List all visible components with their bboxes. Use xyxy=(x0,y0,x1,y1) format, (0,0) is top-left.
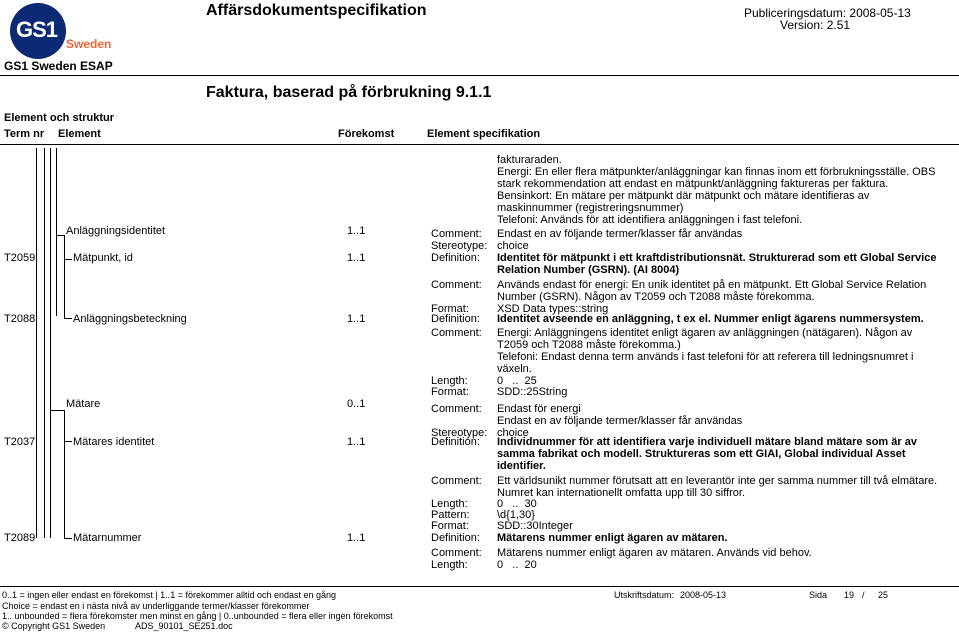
spec-value: Numret kan internationellt omfatta upp till 30 siffror. xyxy=(497,487,746,499)
continued-line: Energi: En eller flera mätpunkter/anläggningar kan finnas inom ett förbrukningsställe. OBS xyxy=(497,166,936,178)
spec-label: Comment: xyxy=(431,475,482,487)
header-divider xyxy=(0,144,959,145)
header-title: Affärsdokumentspecifikation xyxy=(206,2,427,19)
print-date: 2008-05-13 xyxy=(680,590,727,600)
occurrence: 1..1 xyxy=(347,225,366,237)
page-number: 19 xyxy=(844,590,855,600)
spec-value: \d{1,30} xyxy=(497,509,535,521)
term-number: T2088 xyxy=(4,313,36,325)
footer-legend: Choice = endast en i nästa nivå av underliggande termer/klasser förekommer xyxy=(2,601,310,611)
occurrence: 1..1 xyxy=(347,436,366,448)
element-name: Mätare xyxy=(66,398,101,410)
spec-value: Mätarens nummer enligt ägaren av mätaren. xyxy=(497,532,728,544)
spec-label: Comment: xyxy=(431,228,482,240)
spec-label: Format: xyxy=(431,386,469,398)
tree-branch xyxy=(64,441,72,442)
spec-value: Identitet avseende en anläggning, t ex el. Nummer enligt ägarens nummersystem. xyxy=(497,313,924,325)
tree-branch xyxy=(64,259,72,260)
spec-label: Pattern: xyxy=(431,509,470,521)
spec-label: Length: xyxy=(431,559,468,571)
publication-date: Publiceringsdatum: 2008-05-13 xyxy=(744,6,911,20)
spec-value: 0 .. 20 xyxy=(497,559,537,571)
spec-value: T2059 och T2088 måste förekomma.) xyxy=(497,339,681,351)
col-element: Element xyxy=(58,128,101,140)
page-separator: / xyxy=(862,590,865,600)
spec-label: Comment: xyxy=(431,327,482,339)
spec-label: Definition: xyxy=(431,436,480,448)
spec-label: Length: xyxy=(431,498,468,510)
spec-value: Endast för energi xyxy=(497,403,581,415)
continued-line: Bensinkort: En mätare per mätpunkt där mätpunkt och mätare identifieras av xyxy=(497,190,870,202)
occurrence: 0..1 xyxy=(347,398,366,410)
spec-label: Definition: xyxy=(431,532,480,544)
filename: ADS_90101_SE251.doc xyxy=(135,621,233,631)
element-name: Anläggningsbeteckning xyxy=(73,313,187,325)
print-label: Utskriftsdatum: xyxy=(614,590,675,600)
spec-value: växeln. xyxy=(497,363,532,375)
tree-line xyxy=(44,148,45,538)
tree-line xyxy=(36,148,37,538)
tree-branch xyxy=(50,410,64,411)
spec-value: 0 .. 30 xyxy=(497,498,537,510)
spec-value: choice xyxy=(497,240,529,252)
page-count: 25 xyxy=(878,590,889,600)
header-rule xyxy=(0,75,959,76)
term-number: T2037 xyxy=(4,436,36,448)
spec-value: Energi: Anläggningens identitet enligt ägaren av anläggningen (nätägaren). Någon av xyxy=(497,327,913,339)
tree-branch xyxy=(56,235,64,236)
spec-value: Mätarens nummer enligt ägaren av mätaren. Används vid behov. xyxy=(497,547,812,559)
term-number: T2089 xyxy=(4,532,36,544)
spec-value: SDD::25String xyxy=(497,386,568,398)
spec-value: samma fabrikat och modell. Struktureras som ett GIAI, Global individual Asset xyxy=(497,448,906,460)
spec-label: Definition: xyxy=(431,313,480,325)
spec-value: Ett världsunikt nummer förutsatt att en leverantör inte ger samma nummer till två elmätare. xyxy=(497,475,938,487)
footer-legend: 0..1 = ingen eller endast en förekomst | 1..1 = förekommer alltid och endast en gång xyxy=(2,590,337,600)
spec-value: Används endast för energi: En unik identitet på en mätpunkt. Ett Global Service Relation xyxy=(497,279,927,291)
tree-line xyxy=(64,235,65,318)
logo-sweden: Sweden xyxy=(66,37,112,51)
spec-label: Comment: xyxy=(431,547,482,559)
continued-line: maskinnummer (registreringsnummer) xyxy=(497,202,684,214)
spec-value: Telefoni: Endast denna term används i fast telefoni för att referera till ledningsnumret i xyxy=(497,351,914,363)
element-name: Anläggningsidentitet xyxy=(66,225,166,237)
spec-label: Stereotype: xyxy=(431,240,488,252)
tree-branch xyxy=(64,538,72,539)
spec-value: Individnummer för att identifiera varje individuell mätare bland mätare som är av xyxy=(497,436,917,448)
spec-label: Format: xyxy=(431,520,469,532)
tree-branch xyxy=(64,318,72,319)
spec-value: Endast en av följande termer/klasser får användas xyxy=(497,228,743,240)
continued-line: Telefoni: Används för att identifiera anläggningen i fast telefoni. xyxy=(497,214,803,226)
occurrence: 1..1 xyxy=(347,313,366,325)
spec-value: identifier. xyxy=(497,460,546,472)
spec-value: SDD::30Integer xyxy=(497,520,573,532)
copyright: © Copyright GS1 Sweden xyxy=(2,621,106,631)
spec-value: Endast en av följande termer/klasser får användas xyxy=(497,415,743,427)
document-title: Faktura, baserad på förbrukning 9.1.1 xyxy=(206,84,492,101)
continued-line: fakturaraden. xyxy=(497,154,562,166)
element-name: Mätares identitet xyxy=(73,436,155,448)
section-title: Element och struktur xyxy=(4,112,115,124)
occurrence: 1..1 xyxy=(347,532,366,544)
occurrence: 1..1 xyxy=(347,252,366,264)
spec-value: Identitet för mätpunkt i ett kraftdistributionsnät. Strukturerad som ett Global Service xyxy=(497,252,937,264)
col-term: Term nr xyxy=(4,128,45,140)
footer-rule xyxy=(0,586,959,587)
spec-label: Definition: xyxy=(431,252,480,264)
tree-line xyxy=(50,148,51,538)
col-occurrence: Förekomst xyxy=(338,128,395,140)
spec-value: Number (GSRN). Någon av T2059 och T2088 måste förekomma. xyxy=(497,291,815,303)
spec-value: choice xyxy=(497,427,529,439)
page-label: Sida xyxy=(809,590,828,600)
tree-line xyxy=(56,148,57,316)
spec-label: Comment: xyxy=(431,279,482,291)
spec-value: Relation Number (GSRN). (AI 8004) xyxy=(497,264,680,276)
tree-line xyxy=(64,410,65,538)
col-specification: Element specifikation xyxy=(427,128,541,140)
continued-line: stark rekommendation att endast en mätpunkt/anläggning faktureras per faktura. xyxy=(497,178,889,190)
version: Version: 2.51 xyxy=(780,18,851,32)
logo-text: GS1 xyxy=(16,17,58,42)
term-number: T2059 xyxy=(4,252,36,264)
footer-legend: 1.. unbounded = flera förekomster men minst en gång | 0..unbounded = flera eller ingen förekomst xyxy=(2,611,393,621)
spec-value: 0 .. 25 xyxy=(497,375,537,387)
element-name: Mätpunkt, id xyxy=(73,252,133,264)
spec-value: XSD Data types::string xyxy=(497,303,609,315)
spec-label: Length: xyxy=(431,375,468,387)
organization: GS1 Sweden ESAP xyxy=(4,59,113,73)
spec-label: Stereotype: xyxy=(431,427,488,439)
spec-label: Format: xyxy=(431,303,469,315)
element-name: Mätarnummer xyxy=(73,532,142,544)
spec-label: Comment: xyxy=(431,403,482,415)
